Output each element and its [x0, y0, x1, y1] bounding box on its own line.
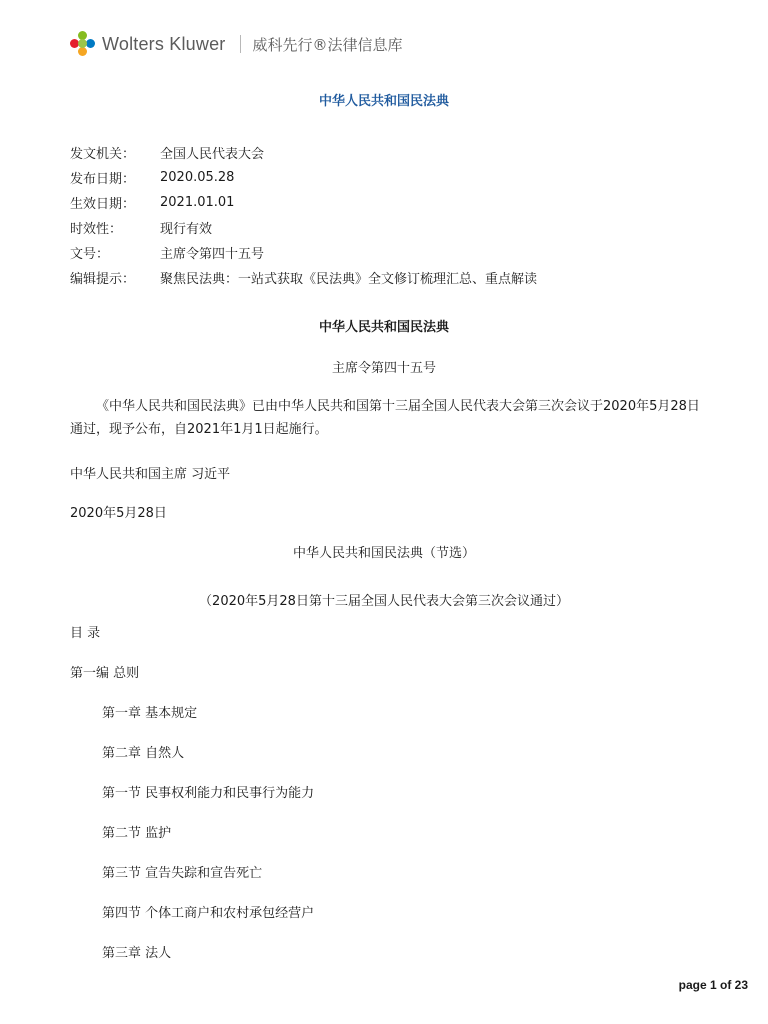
toc-item[interactable]: 第一编 总则 — [70, 666, 140, 681]
toc-label: 目 录 — [70, 626, 101, 641]
toc-item[interactable]: 第三章 法人 — [102, 946, 172, 961]
meta-value: 2021.01.01 — [160, 195, 235, 210]
signature: 中华人民共和国主席 习近平 — [70, 467, 231, 482]
meta-row — [70, 190, 537, 215]
editorial-note-link[interactable]: 聚焦民法典：一站式获取《民法典》全文修订梳理汇总、重点解读 — [160, 272, 538, 287]
meta-value: 全国人民代表大会 — [160, 147, 265, 162]
brand-divider — [240, 35, 241, 53]
toc-item[interactable]: 第一节 民事权利能力和民事行为能力 — [102, 786, 315, 801]
page-number: page 1 of 23 — [678, 978, 748, 992]
toc-item[interactable]: 第一章 基本规定 — [102, 706, 198, 721]
meta-row — [70, 165, 537, 190]
meta-label: 生效日期： — [70, 197, 136, 212]
meta-label: 编辑提示： — [70, 272, 136, 287]
brand-cn: 威科先行®法律信息库 — [252, 35, 403, 54]
metadata-table — [70, 140, 537, 290]
excerpt-title: 中华人民共和国民法典（节选） — [292, 546, 475, 561]
meta-value: 现行有效 — [160, 222, 213, 237]
doc-title: 中华人民共和国民法典 — [318, 94, 449, 109]
brand-name: Wolters Kluwer — [102, 33, 226, 54]
meta-label: 时效性： — [70, 222, 123, 237]
order-number: 主席令第四十五号 — [331, 361, 436, 376]
meta-value: 2020.05.28 — [160, 170, 235, 185]
meta-row — [70, 140, 537, 165]
toc-item[interactable]: 第三节 宣告失踪和宣告死亡 — [102, 866, 263, 881]
toc-item[interactable]: 第四节 个体工商户和农村承包经营户 — [102, 906, 315, 921]
meta-value: 主席令第四十五号 — [160, 247, 265, 262]
meta-row — [70, 215, 537, 240]
meta-label: 文号： — [70, 247, 110, 262]
law-heading: 中华人民共和国民法典 — [318, 320, 449, 335]
header — [70, 28, 403, 60]
meta-row — [70, 240, 537, 265]
toc-item[interactable]: 第二章 自然人 — [102, 746, 185, 761]
meta-row — [70, 265, 537, 290]
intro-paragraph: 《中华人民共和国民法典》已由中华人民共和国第十三届全国人民代表大会第三次会议于2020年5月28日通过，现予公布，自2021年1月1日起施行。 — [70, 399, 700, 437]
wolters-kluwer-logo-icon — [70, 31, 96, 57]
meta-label: 发文机关： — [70, 147, 136, 162]
issue-date: 2020年5月28日 — [70, 506, 167, 521]
toc-item[interactable]: 第二节 监护 — [102, 826, 172, 841]
meta-label: 发布日期： — [70, 172, 136, 187]
adoption-note: （2020年5月28日第十三届全国人民代表大会第三次会议通过） — [199, 594, 569, 609]
